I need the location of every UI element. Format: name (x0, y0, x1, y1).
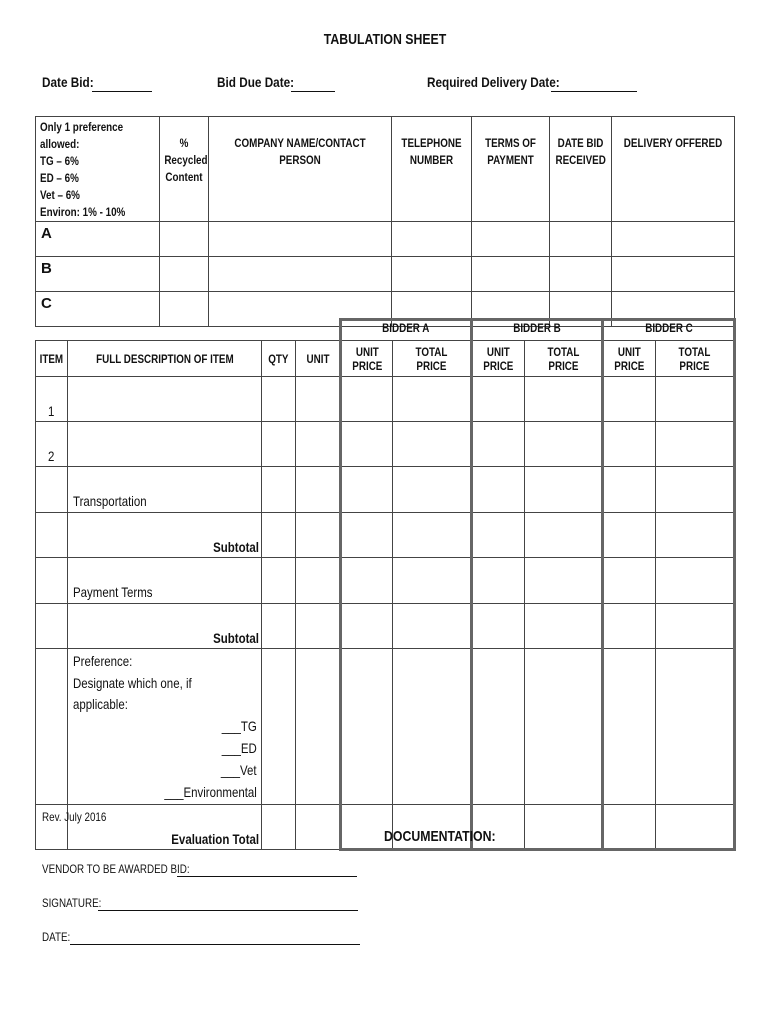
subtotal-label: Subtotal (213, 539, 259, 555)
evaluation-total-label: Evaluation Total (171, 831, 259, 847)
price-cell[interactable] (525, 422, 603, 467)
vendor-awarded-field[interactable] (177, 876, 357, 877)
date-bid-label: Date Bid: (42, 74, 94, 90)
telephone-cell[interactable] (392, 257, 472, 292)
preference-row (36, 649, 735, 805)
bidder-header-row (36, 320, 735, 341)
price-cell[interactable] (603, 649, 656, 805)
price-cell[interactable] (603, 604, 656, 649)
price-cell[interactable] (603, 377, 656, 422)
subtotal-label: Subtotal (213, 630, 259, 646)
bidder-a-header: BIDDER A (382, 321, 430, 335)
price-cell[interactable] (393, 649, 472, 805)
price-cell[interactable] (525, 377, 603, 422)
date-field[interactable] (70, 944, 360, 945)
documentation-heading: DOCUMENTATION: (384, 828, 496, 845)
price-cell[interactable] (603, 467, 656, 513)
price-cell[interactable] (472, 649, 525, 805)
total-price-header: TOTAL PRICE (547, 344, 579, 373)
date-label: DATE: (42, 930, 71, 944)
terms-cell[interactable] (472, 257, 550, 292)
company-name-cell[interactable] (209, 222, 392, 257)
unit-price-header: UNIT PRICE (614, 344, 645, 373)
description-cell[interactable] (68, 422, 262, 467)
qty-cell[interactable] (262, 422, 296, 467)
price-cell[interactable] (393, 377, 472, 422)
price-cell[interactable] (656, 649, 735, 805)
price-cell[interactable] (393, 467, 472, 513)
item-row-2 (36, 422, 735, 467)
payment-terms-label: Payment Terms (73, 584, 153, 600)
price-cell[interactable] (393, 513, 472, 558)
price-cell[interactable] (603, 805, 656, 850)
qty-cell[interactable] (262, 377, 296, 422)
price-cell[interactable] (603, 422, 656, 467)
bidder-info-header-row (36, 117, 735, 222)
recycled-content-cell[interactable] (160, 222, 209, 257)
price-cell[interactable] (603, 558, 656, 604)
price-cell[interactable] (472, 604, 525, 649)
payment-terms-row (36, 558, 735, 604)
page-title: TABULATION SHEET (323, 31, 447, 48)
bidder-row-label: B (36, 257, 160, 292)
price-cell[interactable] (525, 513, 603, 558)
bidder-row-label: C (36, 292, 160, 327)
price-cell[interactable] (472, 422, 525, 467)
transportation-label: Transportation (73, 493, 147, 509)
bidder-row-label: A (36, 222, 160, 257)
bidder-row-a (36, 222, 735, 257)
price-cell[interactable] (525, 649, 603, 805)
bid-pricing-table (35, 318, 736, 851)
preference-instruction: Designate which one, if applicable: (73, 675, 192, 712)
delivery-offered-header: DELIVERY OFFERED (623, 136, 723, 150)
telephone-cell[interactable] (392, 222, 472, 257)
preference-option-ed[interactable]: ___ED (221, 740, 257, 756)
date-bid-field[interactable] (92, 91, 152, 92)
date-bid-received-header: DATE BID RECEIVED (555, 136, 606, 167)
bidder-c-header: BIDDER C (644, 321, 693, 335)
bidder-row-b (36, 257, 735, 292)
price-cell[interactable] (472, 377, 525, 422)
price-cell[interactable] (393, 422, 472, 467)
qty-header: QTY (268, 351, 289, 366)
price-cell[interactable] (393, 604, 472, 649)
signature-field[interactable] (98, 910, 358, 911)
total-price-header: TOTAL PRICE (678, 344, 711, 373)
price-cell[interactable] (525, 805, 603, 850)
price-cell[interactable] (656, 805, 735, 850)
item-number: 2 (47, 448, 54, 464)
price-cell[interactable] (656, 422, 735, 467)
price-cell[interactable] (472, 558, 525, 604)
price-cell[interactable] (656, 467, 735, 513)
unit-cell[interactable] (296, 377, 341, 422)
column-header-row (36, 341, 735, 377)
price-cell[interactable] (525, 467, 603, 513)
price-cell[interactable] (341, 513, 393, 558)
signature-label: SIGNATURE: (42, 896, 102, 910)
vendor-awarded-label: VENDOR TO BE AWARDED BID: (42, 862, 190, 876)
price-cell[interactable] (603, 513, 656, 558)
date-received-cell[interactable] (550, 257, 612, 292)
item-number: 1 (47, 403, 54, 419)
unit-price-header: UNIT PRICE (483, 344, 514, 373)
price-cell[interactable] (341, 604, 393, 649)
unit-cell[interactable] (296, 422, 341, 467)
recycled-content-header: % Recycled Content (164, 136, 208, 184)
subtotal-row-1 (36, 513, 735, 558)
price-cell[interactable] (341, 467, 393, 513)
preference-option-vet[interactable]: ___Vet (221, 762, 257, 778)
price-cell[interactable] (393, 558, 472, 604)
item-row-1 (36, 377, 735, 422)
terms-cell[interactable] (472, 222, 550, 257)
terms-of-payment-header: TERMS OF PAYMENT (485, 136, 536, 167)
unit-price-header: UNIT PRICE (351, 344, 383, 373)
recycled-content-cell[interactable] (160, 257, 209, 292)
required-delivery-date-label: Required Delivery Date: (427, 74, 560, 90)
bid-due-date-field[interactable] (291, 91, 335, 92)
required-delivery-date-field[interactable] (551, 91, 637, 92)
bidder-info-table (35, 116, 735, 327)
delivery-cell[interactable] (612, 257, 735, 292)
date-received-cell[interactable] (550, 222, 612, 257)
price-cell[interactable] (341, 377, 393, 422)
price-cell[interactable] (472, 467, 525, 513)
preference-option-environmental[interactable]: ___Environmental (164, 784, 257, 800)
price-cell[interactable] (525, 558, 603, 604)
telephone-header: TELEPHONE NUMBER (401, 136, 462, 167)
delivery-cell[interactable] (612, 222, 735, 257)
preference-title: Preference: (73, 653, 133, 669)
unit-header: UNIT (306, 351, 329, 366)
price-cell[interactable] (656, 558, 735, 604)
price-cell[interactable] (341, 558, 393, 604)
preference-option-tg[interactable]: ___TG (221, 718, 257, 734)
bid-due-date-label: Bid Due Date: (217, 74, 295, 90)
description-cell[interactable] (68, 377, 262, 422)
price-cell[interactable] (656, 604, 735, 649)
price-cell[interactable] (656, 377, 735, 422)
price-cell[interactable] (341, 649, 393, 805)
description-header: FULL DESCRIPTION OF ITEM (95, 351, 234, 366)
price-cell[interactable] (472, 513, 525, 558)
company-name-header: COMPANY NAME/CONTACT PERSON (234, 136, 366, 167)
revision-note: Rev. July 2016 (42, 810, 107, 824)
price-cell[interactable] (656, 513, 735, 558)
price-cell[interactable] (525, 604, 603, 649)
preference-allowed-header: Only 1 preference allowed: TG – 6% ED – 6% Vet – 6% Environ: 1% - 10% (40, 120, 126, 219)
item-header: ITEM (39, 351, 64, 366)
company-name-cell[interactable] (209, 257, 392, 292)
transportation-row (36, 467, 735, 513)
price-cell[interactable] (341, 422, 393, 467)
subtotal-row-2 (36, 604, 735, 649)
total-price-header: TOTAL PRICE (415, 344, 448, 373)
bidder-b-header: BIDDER B (513, 321, 561, 335)
